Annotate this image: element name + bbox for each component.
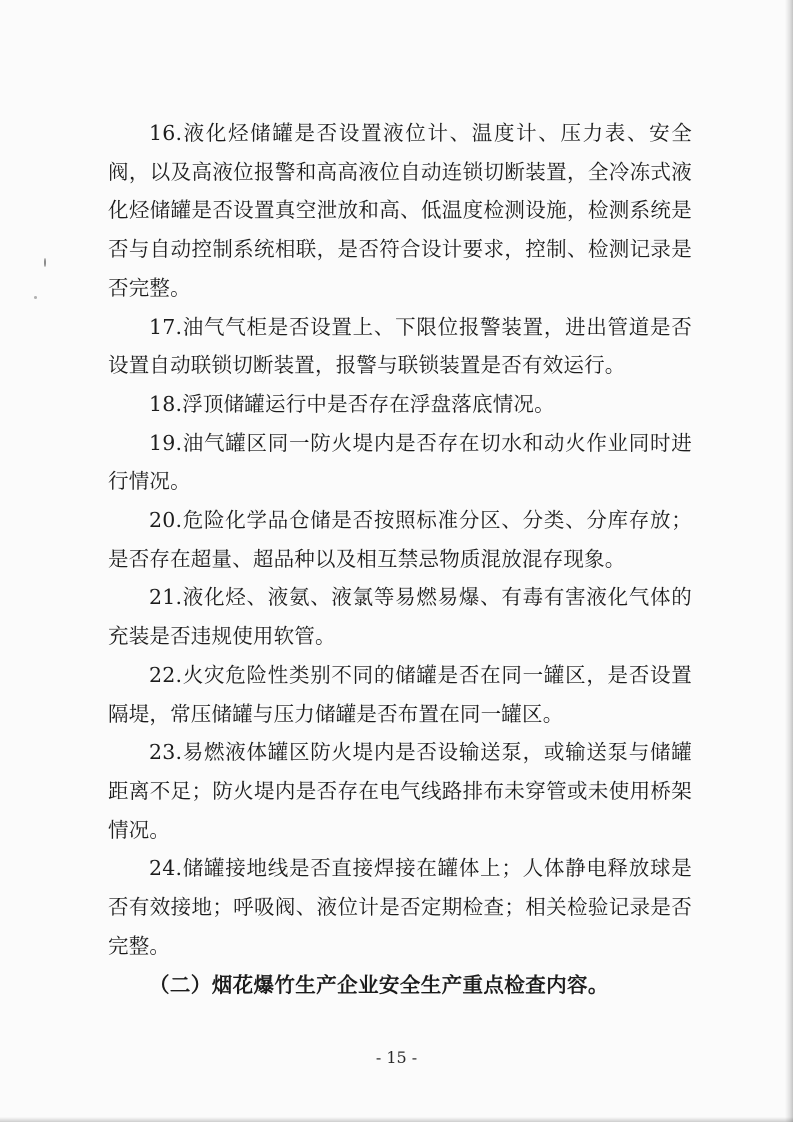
paragraph-item-20: 20.危险化学品仓储是否按照标准分区、分类、分库存放；是否存在超量、超品种以及相互禁忌物质混放混存现象。 (108, 508, 692, 571)
scan-speck (44, 258, 46, 267)
paragraph-item-18: 18.浮顶储罐运行中是否存在浮盘落底情况。 (149, 391, 555, 416)
paragraph-item-21: 21.液化烃、液氨、液氯等易燃易爆、有毒有害液化气体的充装是否违规使用软管。 (108, 585, 692, 649)
page-edge-shadow-right (785, 0, 793, 1122)
section-heading: （二）烟花爆竹生产企业安全生产重点检查内容。 (149, 973, 609, 998)
paragraph-item-23: 23.易燃液体罐区防火堤内是否设输送泵，或输送泵与储罐距离不足；防火堤内是否存在电气线路排布未穿管或未使用桥架情况。 (108, 740, 692, 842)
scan-speck (34, 296, 37, 299)
document-body (108, 114, 692, 1005)
page-number: - 15 - (375, 1048, 418, 1067)
page-edge-shadow-bottom (0, 1117, 793, 1122)
paragraph-item-24: 24.储罐接地线是否直接焊接在罐体上；人体静电释放球是否有效接地；呼吸阀、液位计是否定期检查；相关检验记录是否完整。 (108, 856, 692, 958)
paragraph-item-16: 16.液化烃储罐是否设置液位计、温度计、压力表、安全阀，以及高液位报警和高高液位自动连锁切断装置，全冷冻式液化烃储罐是否设置真空泄放和高、低温度检测设施，检测系统是否与自动控制系统相联，是否符合设计要求，控制、检测记录是否完整。 (108, 121, 692, 300)
paragraph-item-17: 17.油气气柜是否设置上、下限位报警装置，进出管道是否设置自动联锁切断装置，报警与联锁装置是否有效运行。 (108, 314, 692, 378)
paragraph-item-19: 19.油气罐区同一防火堤内是否存在切水和动火作业同时进行情况。 (108, 430, 692, 494)
paragraph-item-22: 22.火灾危险性类别不同的储罐是否在同一罐区，是否设置隔堤，常压储罐与压力储罐是否布置在同一罐区。 (108, 662, 692, 726)
